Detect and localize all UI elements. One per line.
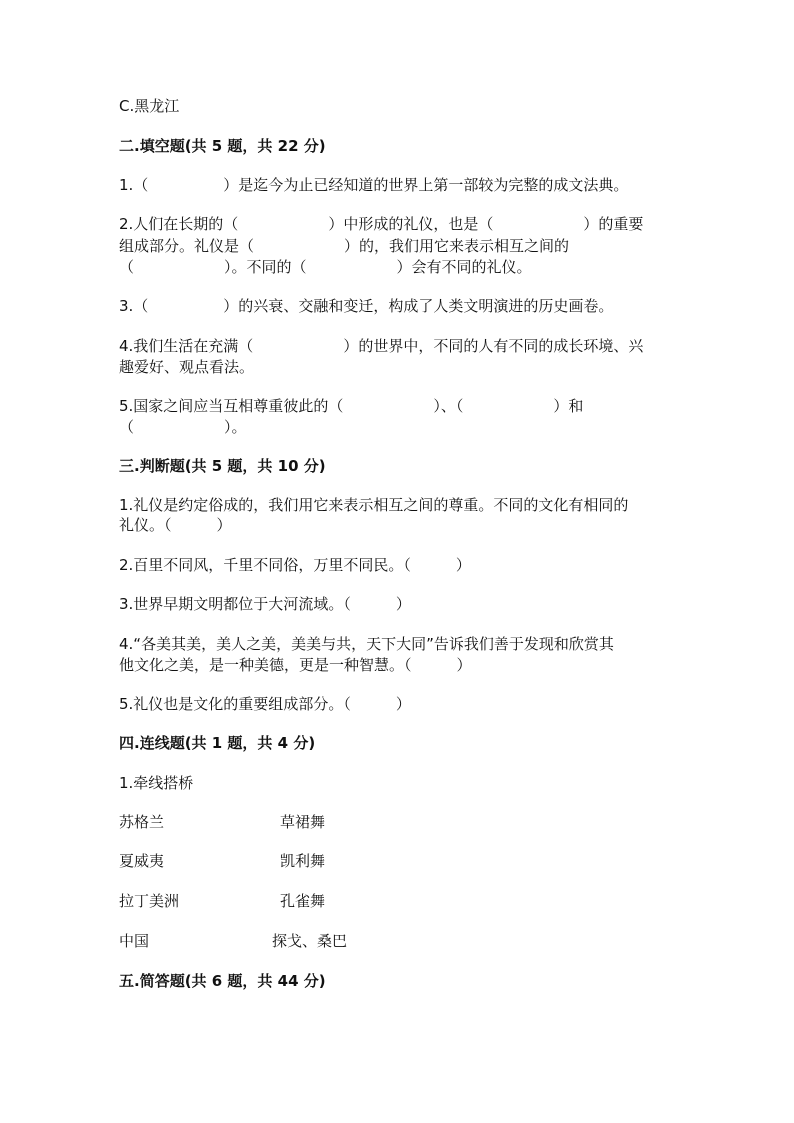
- match-left-1: 苏格兰: [119, 813, 165, 831]
- section2-heading: 二.填空题(共 5 题，共 22 分): [119, 137, 326, 155]
- match-right-1: 草裙舞: [280, 813, 326, 831]
- judge-q1-line2: 礼仪。（ ）: [119, 516, 232, 534]
- fill-q2-line3: （ ）。不同的（ ）会有不同的礼仪。: [119, 258, 532, 276]
- match-right-4: 探戈、桑巴: [272, 932, 348, 950]
- judge-q2: 2.百里不同风，千里不同俗，万里不同民。（ ）: [119, 556, 471, 574]
- match-q1-title: 1.牵线搭桥: [119, 774, 194, 792]
- section3-heading: 三.判断题(共 5 题，共 10 分): [119, 457, 326, 475]
- judge-q5: 5.礼仪也是文化的重要组成部分。（ ）: [119, 695, 411, 713]
- judge-q4-line1: 4.“各美其美，美人之美，美美与共，天下大同”告诉我们善于发现和欣赏其: [119, 635, 614, 653]
- fill-q4-line1: 4.我们生活在充满（ ）的世界中，不同的人有不同的成长环境、兴: [119, 337, 644, 355]
- option-c: C.黑龙江: [119, 97, 180, 115]
- fill-q5-line1: 5.国家之间应当互相尊重彼此的（ ）、（ ）和: [119, 397, 584, 415]
- fill-q3: 3.（ ）的兴衰、交融和变迁，构成了人类文明演进的历史画卷。: [119, 297, 614, 315]
- judge-q1-line1: 1.礼仪是约定俗成的，我们用它来表示相互之间的尊重。不同的文化有相同的: [119, 496, 629, 514]
- fill-q2-line2: 组成部分。礼仪是（ ）的，我们用它来表示相互之间的: [119, 237, 570, 255]
- match-right-3: 孔雀舞: [280, 892, 326, 910]
- match-right-2: 凯利舞: [280, 852, 326, 870]
- section5-heading: 五.简答题(共 6 题，共 44 分): [119, 972, 326, 990]
- judge-q4-line2: 他文化之美，是一种美德，更是一种智慧。（ ）: [119, 656, 472, 674]
- match-left-3: 拉丁美洲: [119, 892, 180, 910]
- fill-q5-line2: （ ）。: [119, 418, 247, 436]
- fill-q4-line2: 趣爱好、观点看法。: [119, 358, 255, 376]
- fill-q1: 1.（ ）是迄今为止已经知道的世界上第一部较为完整的成文法典。: [119, 176, 629, 194]
- fill-q2-line1: 2.人们在长期的（ ）中形成的礼仪，也是（ ）的重要: [119, 215, 644, 233]
- section4-heading: 四.连线题(共 1 题，共 4 分): [119, 734, 316, 752]
- match-left-4: 中国: [119, 932, 150, 950]
- match-left-2: 夏威夷: [119, 852, 165, 870]
- judge-q3: 3.世界早期文明都位于大河流域。（ ）: [119, 595, 411, 613]
